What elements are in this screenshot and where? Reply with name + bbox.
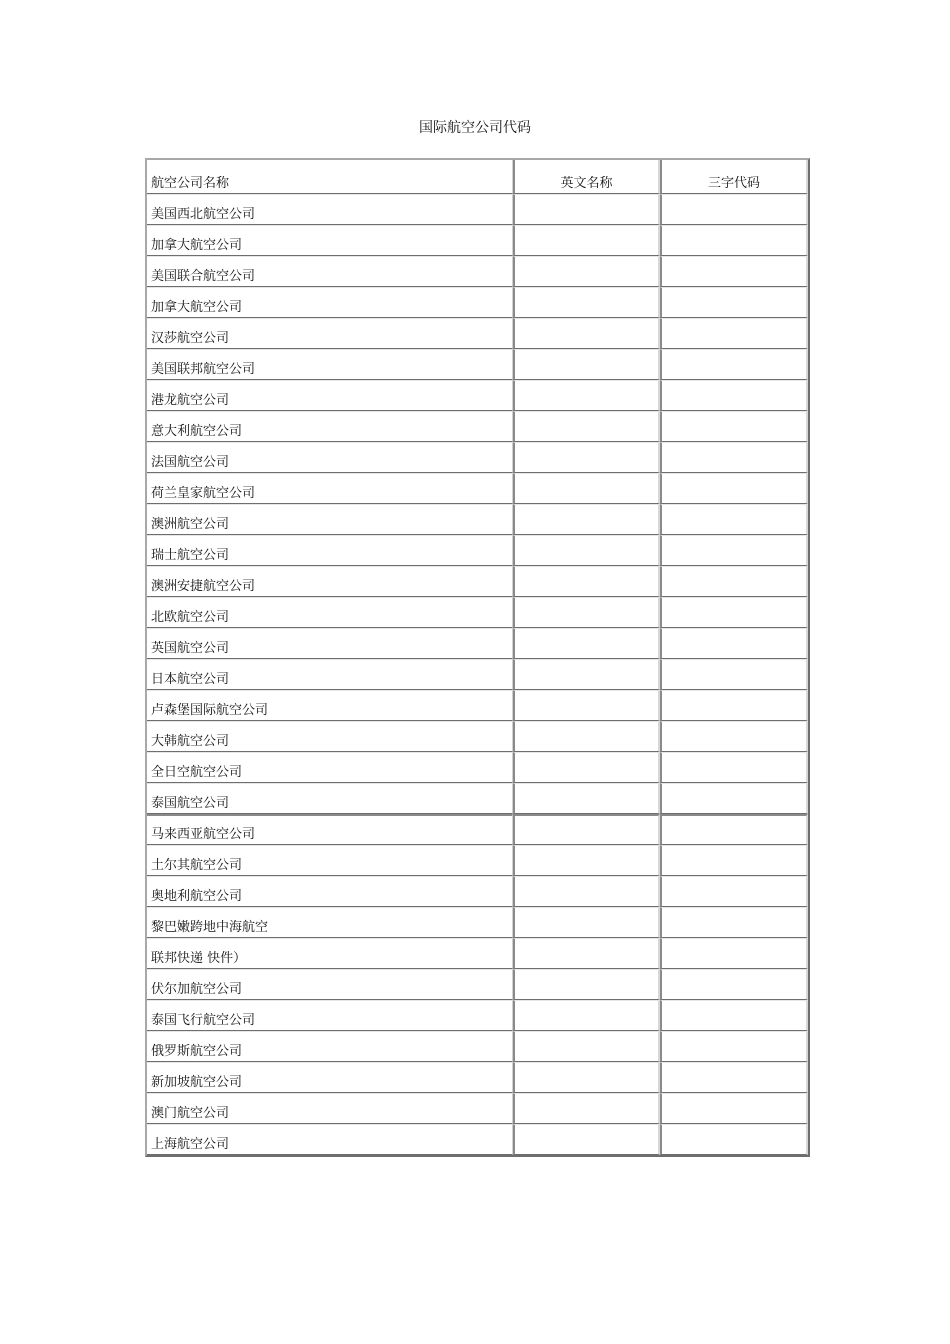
table-row: [147, 628, 808, 659]
three-letter-code-cell: [660, 256, 808, 287]
english-name-cell: [513, 442, 660, 473]
airline-name-cell: 美国西北航空公司: [147, 194, 513, 225]
airline-name-cell: 澳洲安捷航空公司: [147, 566, 513, 597]
english-name-cell: [513, 287, 660, 318]
three-letter-code-cell: [660, 411, 808, 442]
table-row: [147, 349, 808, 380]
table-row: [147, 1000, 808, 1031]
airline-name-cell: 北欧航空公司: [147, 597, 513, 628]
table-row: [147, 845, 808, 876]
airline-name-cell: 澳洲航空公司: [147, 504, 513, 535]
english-name-cell: [513, 752, 660, 783]
table-row: [147, 659, 808, 690]
three-letter-code-cell: [660, 1031, 808, 1062]
three-letter-code-cell: [660, 473, 808, 504]
table-row: [147, 380, 808, 411]
three-letter-code-cell: [660, 566, 808, 597]
english-name-cell: [513, 349, 660, 380]
airline-name-cell: 澳门航空公司: [147, 1093, 513, 1124]
english-name-cell: [513, 814, 660, 845]
airline-name-cell: 瑞士航空公司: [147, 535, 513, 566]
airline-name-cell: 加拿大航空公司: [147, 287, 513, 318]
three-letter-code-cell: [660, 194, 808, 225]
airline-name-cell: 港龙航空公司: [147, 380, 513, 411]
table-body: [147, 194, 808, 1155]
english-name-cell: [513, 1093, 660, 1124]
airline-name-cell: 全日空航空公司: [147, 752, 513, 783]
english-name-cell: [513, 411, 660, 442]
three-letter-code-cell: [660, 1093, 808, 1124]
english-name-cell: [513, 659, 660, 690]
three-letter-code-cell: [660, 1062, 808, 1093]
english-name-cell: [513, 380, 660, 411]
english-name-cell: [513, 597, 660, 628]
english-name-cell: [513, 690, 660, 721]
airline-name-cell: 大韩航空公司: [147, 721, 513, 752]
english-name-cell: [513, 721, 660, 752]
three-letter-code-cell: [660, 1124, 808, 1155]
three-letter-code-cell: [660, 442, 808, 473]
airline-name-cell: 英国航空公司: [147, 628, 513, 659]
table-row: [147, 721, 808, 752]
table-row: [147, 752, 808, 783]
english-name-cell: [513, 1031, 660, 1062]
airline-name-cell: 美国联邦航空公司: [147, 349, 513, 380]
three-letter-code-cell: [660, 814, 808, 845]
airline-name-cell: 意大利航空公司: [147, 411, 513, 442]
english-name-cell: [513, 628, 660, 659]
airline-name-cell: 汉莎航空公司: [147, 318, 513, 349]
airline-name-cell: 奥地利航空公司: [147, 876, 513, 907]
airline-name-cell: 上海航空公司: [147, 1124, 513, 1155]
three-letter-code-cell: [660, 690, 808, 721]
airline-name-cell: 法国航空公司: [147, 442, 513, 473]
three-letter-code-cell: [660, 969, 808, 1000]
three-letter-code-cell: [660, 597, 808, 628]
three-letter-code-cell: [660, 225, 808, 256]
three-letter-code-cell: [660, 628, 808, 659]
table-row: [147, 194, 808, 225]
table-row: [147, 411, 808, 442]
airline-name-cell: 新加坡航空公司: [147, 1062, 513, 1093]
three-letter-code-cell: [660, 380, 808, 411]
three-letter-code-cell: [660, 659, 808, 690]
page-title: 国际航空公司代码: [419, 120, 531, 136]
airline-name-cell: 俄罗斯航空公司: [147, 1031, 513, 1062]
header-english-name: 英文名称: [513, 160, 660, 194]
header-airline-name: 航空公司名称: [147, 160, 513, 194]
airline-name-cell: 伏尔加航空公司: [147, 969, 513, 1000]
table-row: [147, 225, 808, 256]
three-letter-code-cell: [660, 1000, 808, 1031]
table-row: [147, 1124, 808, 1155]
english-name-cell: [513, 845, 660, 876]
airline-name-cell: 马来西亚航空公司: [147, 814, 513, 845]
english-name-cell: [513, 504, 660, 535]
three-letter-code-cell: [660, 907, 808, 938]
table-row: [147, 938, 808, 969]
english-name-cell: [513, 256, 660, 287]
three-letter-code-cell: [660, 721, 808, 752]
english-name-cell: [513, 1000, 660, 1031]
english-name-cell: [513, 194, 660, 225]
table-row: [147, 504, 808, 535]
english-name-cell: [513, 473, 660, 504]
table-row: [147, 1062, 808, 1093]
english-name-cell: [513, 225, 660, 256]
three-letter-code-cell: [660, 938, 808, 969]
table-row: [147, 876, 808, 907]
three-letter-code-cell: [660, 783, 808, 814]
three-letter-code-cell: [660, 349, 808, 380]
english-name-cell: [513, 938, 660, 969]
english-name-cell: [513, 1124, 660, 1155]
three-letter-code-cell: [660, 287, 808, 318]
three-letter-code-cell: [660, 845, 808, 876]
airline-name-cell: 泰国飞行航空公司: [147, 1000, 513, 1031]
airline-name-cell: 美国联合航空公司: [147, 256, 513, 287]
airline-name-cell: 日本航空公司: [147, 659, 513, 690]
table-row: [147, 318, 808, 349]
three-letter-code-cell: [660, 876, 808, 907]
english-name-cell: [513, 1062, 660, 1093]
table-row: [147, 969, 808, 1000]
airline-name-cell: 联邦快递 快件）: [147, 938, 513, 969]
english-name-cell: [513, 783, 660, 814]
table-row: [147, 1031, 808, 1062]
table-row: [147, 907, 808, 938]
three-letter-code-cell: [660, 504, 808, 535]
three-letter-code-cell: [660, 318, 808, 349]
english-name-cell: [513, 907, 660, 938]
airline-name-cell: 加拿大航空公司: [147, 225, 513, 256]
table-header-row: [147, 160, 808, 194]
table-row: [147, 535, 808, 566]
table-row: [147, 256, 808, 287]
table-row: [147, 783, 808, 814]
english-name-cell: [513, 969, 660, 1000]
table-row: [147, 473, 808, 504]
table-row: [147, 597, 808, 628]
header-three-letter-code: 三字代码: [660, 160, 808, 194]
three-letter-code-cell: [660, 535, 808, 566]
english-name-cell: [513, 318, 660, 349]
airline-name-cell: 荷兰皇家航空公司: [147, 473, 513, 504]
three-letter-code-cell: [660, 752, 808, 783]
airline-name-cell: 黎巴嫩跨地中海航空: [147, 907, 513, 938]
table-row: [147, 442, 808, 473]
table-row: [147, 1093, 808, 1124]
table-row: [147, 690, 808, 721]
table-row: [147, 566, 808, 597]
table-row: [147, 287, 808, 318]
airline-name-cell: 土尔其航空公司: [147, 845, 513, 876]
english-name-cell: [513, 876, 660, 907]
airline-name-cell: 卢森堡国际航空公司: [147, 690, 513, 721]
table-row: [147, 814, 808, 845]
english-name-cell: [513, 535, 660, 566]
airline-code-table: [145, 158, 810, 1157]
english-name-cell: [513, 566, 660, 597]
airline-name-cell: 泰国航空公司: [147, 783, 513, 814]
